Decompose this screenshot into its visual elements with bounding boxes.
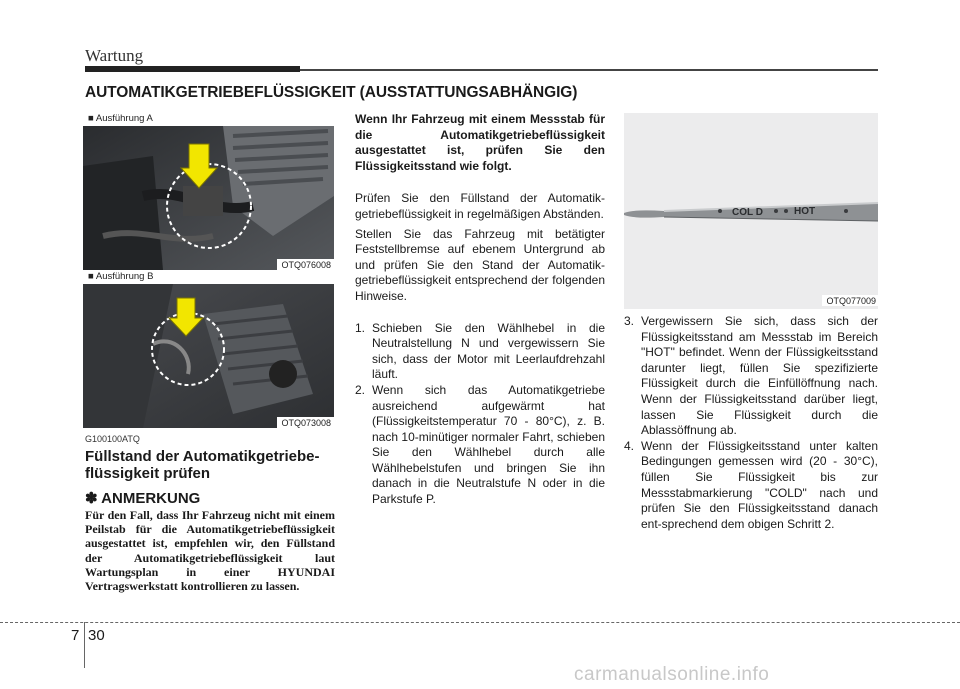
figure-b-caption: ■ Ausführung B <box>88 271 154 282</box>
subsection-heading: Füllstand der Automatikgetriebe-flüssigkeit prüfen <box>85 448 320 482</box>
document-code: G100100ATQ <box>85 434 140 444</box>
chapter-number: 7 <box>71 627 80 644</box>
figure-a-caption: ■ Ausführung A <box>88 113 153 124</box>
dipstick-illustration <box>624 113 878 309</box>
header-rule-thin <box>300 69 878 71</box>
figure-a-code: OTQ076008 <box>277 259 334 270</box>
list-item: 2. Wenn sich das Automatikgetriebe ausreichend aufgewärmt hat (Flüssigkeitstemperatur 70 - 80°C), z. B. nach 10-minütiger normaler Fahrt, schieben Sie den Wählhebel durch alle Wählhebelstufen und bringen Sie ihn danach in die Neutralstufe N oder in die Parkstufe P. <box>355 382 605 507</box>
figure-dipstick-code: OTQ077009 <box>822 295 878 306</box>
figure-b-code: OTQ073008 <box>277 417 334 428</box>
dipstick-hot-label: HOT <box>794 206 816 217</box>
section-heading: AUTOMATIKGETRIEBEFLÜSSIGKEIT (AUSSTATTUNGSABHÄNGIG) <box>85 84 578 101</box>
footer-divider <box>84 622 85 668</box>
figure-dipstick-image <box>624 113 878 309</box>
engine-bay-b-illustration <box>83 284 334 428</box>
dipstick-cold-label: COL D <box>732 207 763 218</box>
footer-rule <box>0 622 960 623</box>
right-column <box>624 314 878 532</box>
engine-bay-a-illustration <box>83 126 334 270</box>
middle-column <box>355 112 605 508</box>
note-body: Für den Fall, dass Ihr Fahrzeug nicht mit einem Peilstab für die Automatikgetriebeflüssigkeit ausgestattet ist, empfehlen wir, den Füllstand der Automatikgetriebeflüssigkeit laut Wartungsplan in einer HYUNDAI Vertragswerkstatt kontrollieren zu lassen. <box>85 508 335 594</box>
steps-list-2 <box>624 314 878 532</box>
list-item: 1. Schieben Sie den Wählhebel in die Neutralstellung N und vergewissern Sie sich, dass der Motor mit Leerlaufdrehzahl läuft. <box>355 320 605 382</box>
list-item: 4. Wenn der Flüssigkeitsstand unter kalten Bedingungen gemessen wird (20 - 30°C), füllen Sie Flüssigkeit bis zur Messstabmarkierung "COLD" nach und prüfen Sie den Flüssigkeitsstand danach ent-sprechend dem obigen Schritt 2. <box>624 438 878 531</box>
figure-a-image <box>83 126 334 270</box>
note-title: ✽ ANMERKUNG <box>85 490 201 507</box>
page-number: 30 <box>88 627 105 644</box>
paragraph-check-interval: Prüfen Sie den Füllstand der Automatik-getriebeflüssigkeit in regelmäßigen Abständen. <box>355 191 605 221</box>
watermark: carmanualsonline.info <box>574 664 770 685</box>
paragraph-park-vehicle: Stellen Sie das Fahrzeug mit betätigter Feststellbremse auf ebenem Untergrund ab und prüfen Sie den Stand der Automatik-getriebeflüssigkeit entsprechend der folgenden Hinweise. <box>355 226 605 303</box>
figure-b-image <box>83 284 334 428</box>
running-header: Wartung <box>85 46 144 65</box>
header-rule-thick <box>85 66 300 72</box>
intro-paragraph: Wenn Ihr Fahrzeug mit einem Messstab für die Automatikgetriebeflüssigkeit ausgestattet ist, prüfen Sie den Flüssigkeitsstand wie folgt. <box>355 112 605 173</box>
steps-list-1 <box>355 321 605 508</box>
list-item: 3. Vergewissern Sie sich, dass sich der Flüssigkeitsstand am Messstab im Bereich "HOT" befindet. Wenn der Flüssigkeitsstand darunter liegt, füllen Sie spezifizierte Flüssigkeit durch die Einfüllöffnung nach. Wenn der Flüssigkeitsstand darüber liegt, lassen Sie Flüssigkeit durch die Ablassöffnung ab. <box>624 314 878 438</box>
